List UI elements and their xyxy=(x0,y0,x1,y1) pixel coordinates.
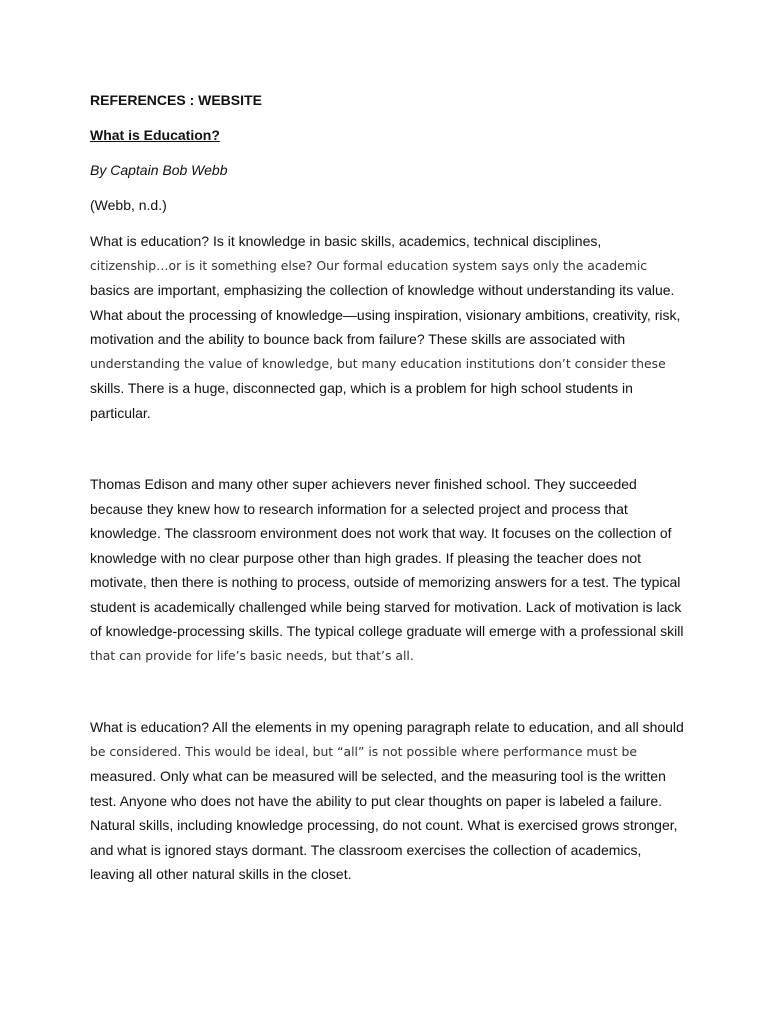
paragraph-line: understanding the value of knowledge, but many education institutions don’t consider these xyxy=(90,355,666,371)
paragraph-line: leaving all other natural skills in the closet. xyxy=(90,866,352,882)
paragraph-line: citizenship…or is it something else? Our formal education system says only the academic xyxy=(90,257,648,273)
paragraph-line: particular. xyxy=(90,404,151,421)
paragraph-line: Thomas Edison and many other super achievers never finished school. They succeeded xyxy=(90,476,637,492)
paragraph-line: be considered. This would be ideal, but “all” is not possible where performance must be xyxy=(90,743,638,759)
paragraph-line: What is education? All the elements in my opening paragraph relate to education, and all should xyxy=(90,719,684,735)
section-heading: REFERENCES : WEBSITE xyxy=(90,92,262,108)
paragraph-2 xyxy=(90,472,690,668)
paragraph-line: measured. Only what can be measured will be selected, and the measuring tool is the written xyxy=(90,768,666,784)
paragraph-line: skills. There is a huge, disconnected gap, which is a problem for high school students in xyxy=(90,380,633,396)
paragraph-line: knowledge with no clear purpose other than high grades. If pleasing the teacher does not xyxy=(90,549,642,566)
citation: (Webb, n.d.) xyxy=(90,197,167,213)
document-body xyxy=(90,89,690,934)
paragraph-line: of knowledge-processing skills. The typical college graduate will emerge with a professional skill xyxy=(90,623,684,639)
paragraph-line: because they knew how to research information for a selected project and process that xyxy=(90,500,628,517)
article-title: What is Education? xyxy=(90,127,220,143)
paragraph-3 xyxy=(90,715,690,887)
paragraph-line: basics are important, emphasizing the collection of knowledge without understanding its value. xyxy=(90,282,675,298)
paragraph-line: motivate, then there is nothing to process, outside of memorizing answers for a test. The typical xyxy=(90,574,681,590)
paragraph-line: motivation and the ability to bounce back from failure? These skills are associated with xyxy=(90,331,626,347)
paragraph-1 xyxy=(90,229,690,425)
article-author: By Captain Bob Webb xyxy=(90,162,228,178)
paragraph-line: student is academically challenged while being starved for motivation. Lack of motivation is lack xyxy=(90,598,682,615)
paragraph-line: test. Anyone who does not have the ability to put clear thoughts on paper is labeled a failure. xyxy=(90,792,663,809)
paragraph-line: knowledge. The classroom environment does not work that way. It focuses on the collection of xyxy=(90,525,672,541)
paragraph-line: Natural skills, including knowledge processing, do not count. What is exercised grows stronger, xyxy=(90,817,678,833)
paragraph-line: What is education? Is it knowledge in basic skills, academics, technical disciplines, xyxy=(90,233,602,249)
paragraph-line: What about the processing of knowledge—using inspiration, visionary ambitions, creativity, risk, xyxy=(90,306,681,323)
paragraph-line: that can provide for life’s basic needs, but that’s all. xyxy=(90,647,414,663)
paragraph-line: and what is ignored stays dormant. The classroom exercises the collection of academics, xyxy=(90,841,642,858)
